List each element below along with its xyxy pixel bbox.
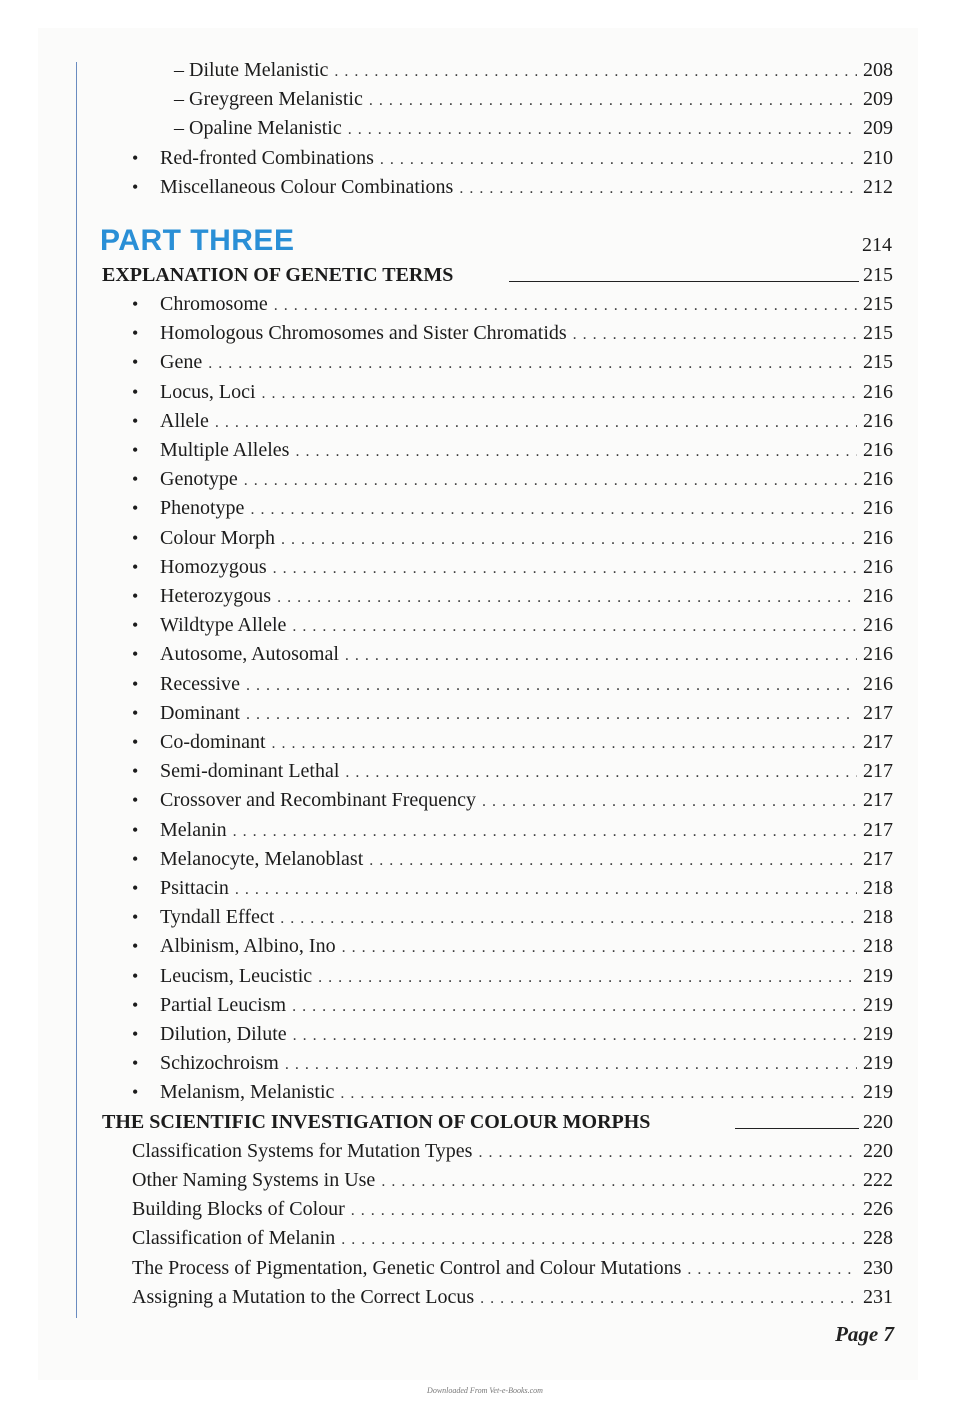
bullet-icon: • xyxy=(132,323,139,344)
toc-entry-page-number: 216 xyxy=(863,409,893,432)
list-item xyxy=(132,407,893,436)
toc-entry-page-number: 216 xyxy=(863,555,893,578)
toc-entry-label: Classification of Melanin xyxy=(132,1227,336,1250)
section-heading-row xyxy=(102,261,893,290)
bullet-icon: • xyxy=(132,878,139,898)
toc-entry-page-number: 216 xyxy=(863,526,893,549)
dot-leader xyxy=(292,612,857,641)
list-item xyxy=(132,757,893,786)
toc-entry-label: Gene xyxy=(160,351,203,374)
list-item xyxy=(132,144,893,173)
bullet-icon: • xyxy=(132,936,139,957)
bullet-icon: • xyxy=(132,469,139,490)
sub-list-item xyxy=(174,85,893,114)
toc-entry-label: Locus, Loci xyxy=(160,380,256,403)
toc-entry-label: – Dilute Melanistic xyxy=(174,59,329,81)
list-item xyxy=(132,1224,893,1253)
bullet-icon: • xyxy=(132,176,139,197)
toc-entry-label: Tyndall Effect xyxy=(160,906,275,929)
bullet-icon: • xyxy=(132,732,139,752)
list-item xyxy=(132,874,893,903)
dot-leader xyxy=(318,963,857,992)
dot-leader xyxy=(351,1196,857,1225)
list-item xyxy=(132,640,893,669)
toc-entry-page-number: 222 xyxy=(863,1169,893,1191)
dot-leader xyxy=(235,875,857,904)
list-item xyxy=(132,786,893,815)
list-item xyxy=(132,436,893,465)
dot-leader xyxy=(369,86,857,115)
bullet-icon: • xyxy=(132,1082,139,1103)
toc-entry-page-number: 217 xyxy=(863,731,893,753)
dot-leader xyxy=(244,466,857,495)
toc-entry-page-number: 215 xyxy=(863,264,893,286)
dot-leader xyxy=(262,379,857,408)
list-item xyxy=(132,1137,893,1166)
toc-entry-page-number: 216 xyxy=(863,672,893,695)
toc-entry-label: The Process of Pigmentation, Genetic Control and Colour Mutations xyxy=(132,1256,682,1279)
bullet-icon: • xyxy=(132,848,139,869)
toc-entry-page-number: 208 xyxy=(863,59,893,81)
dot-leader xyxy=(280,904,857,933)
dot-leader xyxy=(342,933,857,962)
toc-entry-page-number: 220 xyxy=(863,1110,893,1133)
toc-entry-page-number: 215 xyxy=(863,322,893,345)
toc-entry-page-number: 218 xyxy=(863,935,893,958)
dot-leader xyxy=(292,992,857,1021)
list-item xyxy=(132,553,893,582)
toc-entry-page-number: 216 xyxy=(863,380,893,403)
list-item xyxy=(132,991,893,1020)
list-item xyxy=(132,319,893,348)
margin-rule xyxy=(76,62,77,1318)
bullet-icon: • xyxy=(132,673,139,694)
list-item xyxy=(132,1254,893,1283)
toc-entry-label: Autosome, Autosomal xyxy=(160,643,339,666)
bullet-icon: • xyxy=(132,965,139,986)
toc-entry-label: Homozygous xyxy=(160,555,267,578)
bullet-icon: • xyxy=(132,294,139,314)
dot-leader xyxy=(208,349,857,378)
list-item xyxy=(132,932,893,961)
toc-entry-label: Assigning a Mutation to the Correct Locus xyxy=(132,1285,475,1308)
toc-entry-label: Psittacin xyxy=(160,877,229,899)
toc-entry-page-number: 216 xyxy=(863,439,893,461)
toc-entry-page-number: 215 xyxy=(863,293,893,315)
toc-entry-label: Heterozygous xyxy=(160,585,272,607)
toc-entry-page-number: 216 xyxy=(863,497,893,520)
toc-entry-page-number: 230 xyxy=(863,1256,893,1279)
dot-leader xyxy=(369,846,857,875)
dot-leader xyxy=(285,1050,857,1079)
list-item xyxy=(132,1078,893,1107)
toc-entry-label: Chromosome xyxy=(160,293,268,315)
list-item xyxy=(132,378,893,407)
bullet-icon: • xyxy=(132,586,139,606)
toc-entry-page-number: 218 xyxy=(863,906,893,929)
toc-entry-label: Multiple Alleles xyxy=(160,439,290,461)
toc-entry-label: Schizochroism xyxy=(160,1052,279,1075)
list-item xyxy=(132,348,893,377)
toc-entry-label: Melanocyte, Melanoblast xyxy=(160,847,364,870)
list-item xyxy=(132,494,893,523)
toc-entry-page-number: 210 xyxy=(863,146,893,169)
list-item xyxy=(132,670,893,699)
toc-entry-label: Phenotype xyxy=(160,497,245,520)
dot-leader xyxy=(459,174,857,203)
bullet-icon: • xyxy=(132,615,139,636)
dot-leader xyxy=(246,700,857,729)
list-item xyxy=(132,524,893,553)
section-heading: EXPLANATION OF GENETIC TERMS xyxy=(102,264,454,286)
toc-entry-label: Albinism, Albino, Ino xyxy=(160,935,336,958)
list-item xyxy=(132,582,893,611)
toc-entry-label: Dominant xyxy=(160,701,240,724)
toc-entry-label: Wildtype Allele xyxy=(160,614,287,637)
bullet-icon: • xyxy=(132,410,139,431)
section-heading-row xyxy=(102,1108,893,1137)
toc-entry-page-number: 219 xyxy=(863,1052,893,1075)
list-item xyxy=(132,1195,893,1224)
list-item xyxy=(132,1166,893,1195)
toc-entry-page-number: 228 xyxy=(863,1227,893,1250)
toc-entry-label: – Greygreen Melanistic xyxy=(174,88,363,111)
dot-leader xyxy=(480,1284,857,1313)
list-item xyxy=(132,1283,893,1312)
toc-entry-label: Miscellaneous Colour Combinations xyxy=(160,175,454,198)
dot-leader xyxy=(274,291,857,320)
toc-entry-label: Semi-dominant Lethal xyxy=(160,760,340,783)
dot-leader xyxy=(277,583,857,612)
bullet-icon: • xyxy=(132,1024,139,1044)
dot-leader xyxy=(345,758,857,787)
download-credit: Downloaded From Vet-e-Books.com xyxy=(427,1386,543,1395)
toc-entry-page-number: 216 xyxy=(863,614,893,637)
page-number-footer: Page 7 xyxy=(835,1322,894,1346)
list-item xyxy=(132,728,893,757)
toc-entry-label: Genotype xyxy=(160,468,238,491)
list-item xyxy=(132,903,893,932)
bullet-icon: • xyxy=(132,790,139,811)
dot-leader xyxy=(273,554,857,583)
section-heading: THE SCIENTIFIC INVESTIGATION OF COLOUR MORPHS xyxy=(102,1110,651,1133)
dot-leader xyxy=(478,1138,857,1167)
toc-entry-page-number: 219 xyxy=(863,1023,893,1045)
toc-entry-page-number: 216 xyxy=(863,468,893,491)
toc-entry-page-number: 226 xyxy=(863,1198,893,1221)
dot-leader xyxy=(293,1021,857,1050)
dot-leader xyxy=(215,408,857,437)
bullet-icon: • xyxy=(132,498,139,519)
toc-entry-label: Colour Morph xyxy=(160,526,275,549)
toc-entry-label: – Opaline Melanistic xyxy=(174,117,342,140)
dot-leader xyxy=(246,671,857,700)
list-item xyxy=(132,962,893,991)
toc-entry-page-number: 217 xyxy=(863,760,893,783)
toc-entry-page-number: 217 xyxy=(863,818,893,841)
dot-leader xyxy=(281,525,857,554)
dot-leader xyxy=(272,729,857,758)
toc-entry-page-number: 219 xyxy=(863,1081,893,1104)
dot-leader xyxy=(250,495,857,524)
dot-leader xyxy=(348,115,857,144)
toc-entry-page-number: 209 xyxy=(863,88,893,111)
list-item xyxy=(132,845,893,874)
bullet-icon: • xyxy=(132,994,139,1015)
toc-entry-label: Red-fronted Combinations xyxy=(160,146,374,169)
list-item xyxy=(132,1020,893,1049)
bullet-icon: • xyxy=(132,440,139,460)
dot-leader xyxy=(482,787,857,816)
dot-leader xyxy=(573,320,857,349)
dot-leader xyxy=(295,437,857,466)
dot-leader xyxy=(334,57,857,86)
toc-entry-label: Recessive xyxy=(160,672,240,695)
dot-leader xyxy=(687,1255,857,1284)
heading-rule xyxy=(509,281,859,282)
toc-entry-page-number: 209 xyxy=(863,117,893,140)
toc-entry-label: Melanin xyxy=(160,818,227,841)
toc-entry-page-number: 215 xyxy=(863,351,893,374)
bullet-icon: • xyxy=(132,1053,139,1074)
list-item xyxy=(132,816,893,845)
sub-list-item xyxy=(174,114,893,143)
bullet-icon: • xyxy=(132,381,139,402)
bullet-icon: • xyxy=(132,702,139,723)
bullet-icon: • xyxy=(132,907,139,928)
bullet-icon: • xyxy=(132,527,139,548)
list-item xyxy=(132,465,893,494)
bullet-icon: • xyxy=(132,147,139,168)
list-item xyxy=(132,611,893,640)
part-page-number: 214 xyxy=(862,234,892,256)
list-item xyxy=(132,173,893,202)
toc-entry-label: Crossover and Recombinant Frequency xyxy=(160,789,477,812)
bullet-icon: • xyxy=(132,819,139,840)
toc-entry-page-number: 231 xyxy=(863,1285,893,1308)
dot-leader xyxy=(233,817,857,846)
heading-rule xyxy=(735,1128,859,1129)
toc-entry-page-number: 216 xyxy=(863,643,893,666)
toc-entry-label: Other Naming Systems in Use xyxy=(132,1169,376,1191)
toc-entry-label: Dilution, Dilute xyxy=(160,1023,287,1045)
toc-entry-label: Partial Leucism xyxy=(160,993,287,1016)
list-item xyxy=(132,290,893,319)
dot-leader xyxy=(340,1079,857,1108)
bullet-icon: • xyxy=(132,644,139,665)
bullet-icon: • xyxy=(132,761,139,782)
toc-entry-page-number: 219 xyxy=(863,964,893,987)
toc-entry-page-number: 217 xyxy=(863,701,893,724)
dot-leader xyxy=(380,145,857,174)
toc-entry-label: Homologous Chromosomes and Sister Chromatids xyxy=(160,322,567,345)
dot-leader xyxy=(341,1225,857,1254)
bullet-icon: • xyxy=(132,556,139,577)
dot-leader xyxy=(345,641,857,670)
sub-list-item xyxy=(174,56,893,85)
list-item xyxy=(132,1049,893,1078)
toc-entry-page-number: 219 xyxy=(863,993,893,1016)
toc-entry-page-number: 217 xyxy=(863,789,893,812)
toc-entry-label: Classification Systems for Mutation Types xyxy=(132,1139,473,1162)
toc-entry-page-number: 212 xyxy=(863,175,893,198)
toc-entry-page-number: 217 xyxy=(863,847,893,870)
toc-entry-label: Co-dominant xyxy=(160,731,266,753)
part-title: PART THREE xyxy=(100,224,295,257)
toc-entry-label: Allele xyxy=(160,409,209,432)
dot-leader xyxy=(381,1167,857,1196)
list-item xyxy=(132,699,893,728)
toc-entry-page-number: 220 xyxy=(863,1139,893,1162)
toc-entry-page-number: 216 xyxy=(863,585,893,607)
toc-entry-label: Leucism, Leucistic xyxy=(160,964,313,987)
bullet-icon: • xyxy=(132,352,139,373)
toc-entry-label: Melanism, Melanistic xyxy=(160,1081,335,1104)
toc-entry-page-number: 218 xyxy=(863,877,893,899)
toc-entry-label: Building Blocks of Colour xyxy=(132,1198,345,1221)
